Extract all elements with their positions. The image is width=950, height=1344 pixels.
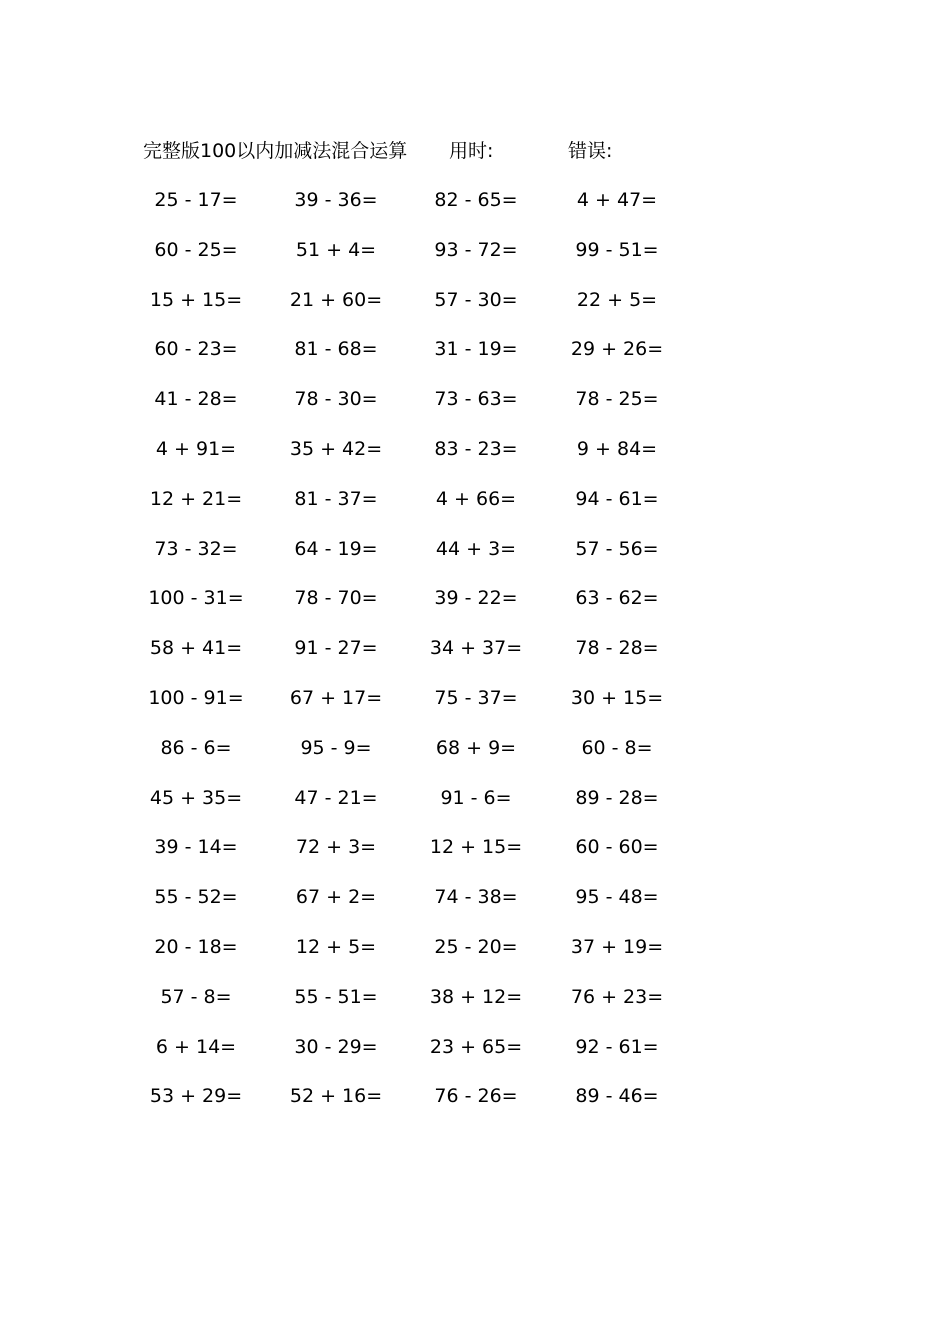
- problem-row: [0, 882, 950, 932]
- arithmetic-problem: 57 - 30=: [434, 288, 518, 311]
- arithmetic-problem: 30 + 15=: [570, 686, 664, 709]
- arithmetic-problem: 95 - 48=: [575, 886, 659, 909]
- arithmetic-problem: 75 - 37=: [434, 686, 518, 709]
- arithmetic-problem: 57 - 56=: [575, 537, 659, 560]
- arithmetic-problem: 73 - 63=: [434, 388, 518, 411]
- arithmetic-problem: 4 + 66=: [435, 487, 517, 510]
- arithmetic-problem: 23 + 65=: [429, 1035, 523, 1058]
- problem-row: [0, 683, 950, 733]
- problem-row: [0, 982, 950, 1032]
- arithmetic-problem: 60 - 25=: [154, 238, 238, 261]
- arithmetic-problem: 25 - 17=: [154, 189, 238, 211]
- arithmetic-problem: 22 + 5=: [576, 288, 658, 311]
- arithmetic-problem: 31 - 19=: [434, 338, 518, 361]
- arithmetic-problem: 91 - 27=: [294, 637, 378, 660]
- arithmetic-problem: 94 - 61=: [575, 487, 659, 510]
- arithmetic-problem: 76 - 26=: [434, 1085, 518, 1108]
- arithmetic-problem: 38 + 12=: [429, 985, 523, 1008]
- arithmetic-problem: 63 - 62=: [575, 587, 659, 610]
- problem-grid: [0, 185, 950, 1131]
- problem-row: [0, 1081, 950, 1131]
- problem-row: [0, 783, 950, 833]
- arithmetic-problem: 34 + 37=: [429, 637, 523, 660]
- time-label: 用时:: [449, 140, 494, 162]
- problem-row: [0, 334, 950, 384]
- arithmetic-problem: 12 + 15=: [429, 836, 523, 859]
- arithmetic-problem: 78 - 30=: [294, 388, 378, 411]
- arithmetic-problem: 89 - 28=: [575, 786, 659, 809]
- arithmetic-problem: 93 - 72=: [434, 238, 518, 261]
- arithmetic-problem: 39 - 14=: [154, 836, 238, 859]
- arithmetic-problem: 51 + 4=: [295, 238, 377, 261]
- arithmetic-problem: 74 - 38=: [434, 886, 518, 909]
- arithmetic-problem: 76 + 23=: [570, 985, 664, 1008]
- arithmetic-problem: 83 - 23=: [434, 437, 518, 460]
- arithmetic-problem: 41 - 28=: [154, 388, 238, 411]
- arithmetic-problem: 6 + 14=: [155, 1035, 237, 1058]
- arithmetic-problem: 72 + 3=: [295, 836, 377, 859]
- arithmetic-problem: 89 - 46=: [575, 1085, 659, 1108]
- arithmetic-problem: 21 + 60=: [289, 288, 383, 311]
- arithmetic-problem: 47 - 21=: [294, 786, 378, 809]
- arithmetic-problem: 100 - 91=: [148, 686, 244, 709]
- problem-row: [0, 235, 950, 285]
- arithmetic-problem: 29 + 26=: [570, 338, 664, 361]
- arithmetic-problem: 99 - 51=: [575, 238, 659, 261]
- problem-row: [0, 384, 950, 434]
- error-label: 错误:: [568, 140, 613, 162]
- arithmetic-problem: 55 - 51=: [294, 985, 378, 1008]
- arithmetic-problem: 37 + 19=: [570, 935, 664, 958]
- problem-row: [0, 932, 950, 982]
- arithmetic-problem: 78 - 25=: [575, 388, 659, 411]
- arithmetic-problem: 73 - 32=: [154, 537, 238, 560]
- arithmetic-problem: 55 - 52=: [154, 886, 238, 909]
- arithmetic-problem: 68 + 9=: [435, 736, 517, 759]
- arithmetic-problem: 58 + 41=: [149, 637, 243, 660]
- arithmetic-problem: 44 + 3=: [435, 537, 517, 560]
- arithmetic-problem: 53 + 29=: [149, 1085, 243, 1108]
- problem-row: [0, 534, 950, 584]
- arithmetic-problem: 20 - 18=: [154, 935, 238, 958]
- arithmetic-problem: 52 + 16=: [289, 1085, 383, 1108]
- arithmetic-problem: 60 - 60=: [575, 836, 659, 859]
- problem-row: [0, 484, 950, 534]
- worksheet-header: [0, 136, 950, 166]
- arithmetic-problem: 92 - 61=: [575, 1035, 659, 1058]
- arithmetic-problem: 39 - 36=: [294, 189, 378, 211]
- arithmetic-problem: 78 - 70=: [294, 587, 378, 610]
- arithmetic-problem: 35 + 42=: [289, 437, 383, 460]
- arithmetic-problem: 95 - 9=: [300, 736, 372, 759]
- arithmetic-problem: 4 + 91=: [155, 437, 237, 460]
- problem-row: [0, 583, 950, 633]
- arithmetic-problem: 78 - 28=: [575, 637, 659, 660]
- arithmetic-problem: 25 - 20=: [434, 935, 518, 958]
- arithmetic-problem: 15 + 15=: [149, 288, 243, 311]
- problem-row: [0, 633, 950, 683]
- arithmetic-problem: 67 + 2=: [295, 886, 377, 909]
- problem-row: [0, 185, 950, 235]
- arithmetic-problem: 91 - 6=: [440, 786, 512, 809]
- arithmetic-problem: 82 - 65=: [434, 189, 518, 211]
- problem-row: [0, 434, 950, 484]
- problem-row: [0, 285, 950, 335]
- arithmetic-problem: 39 - 22=: [434, 587, 518, 610]
- problem-row: [0, 1032, 950, 1082]
- arithmetic-problem: 9 + 84=: [576, 437, 658, 460]
- problem-row: [0, 733, 950, 783]
- arithmetic-problem: 86 - 6=: [160, 736, 232, 759]
- arithmetic-problem: 57 - 8=: [160, 985, 232, 1008]
- arithmetic-problem: 4 + 47=: [576, 189, 658, 211]
- arithmetic-problem: 60 - 23=: [154, 338, 238, 361]
- arithmetic-problem: 45 + 35=: [149, 786, 243, 809]
- arithmetic-problem: 81 - 37=: [294, 487, 378, 510]
- arithmetic-problem: 67 + 17=: [289, 686, 383, 709]
- arithmetic-problem: 30 - 29=: [294, 1035, 378, 1058]
- arithmetic-problem: 60 - 8=: [581, 736, 653, 759]
- worksheet-title: 完整版100以内加减法混合运算: [143, 140, 408, 162]
- arithmetic-problem: 100 - 31=: [148, 587, 244, 610]
- problem-row: [0, 832, 950, 882]
- arithmetic-problem: 64 - 19=: [294, 537, 378, 560]
- arithmetic-problem: 12 + 21=: [149, 487, 243, 510]
- arithmetic-problem: 12 + 5=: [295, 935, 377, 958]
- arithmetic-problem: 81 - 68=: [294, 338, 378, 361]
